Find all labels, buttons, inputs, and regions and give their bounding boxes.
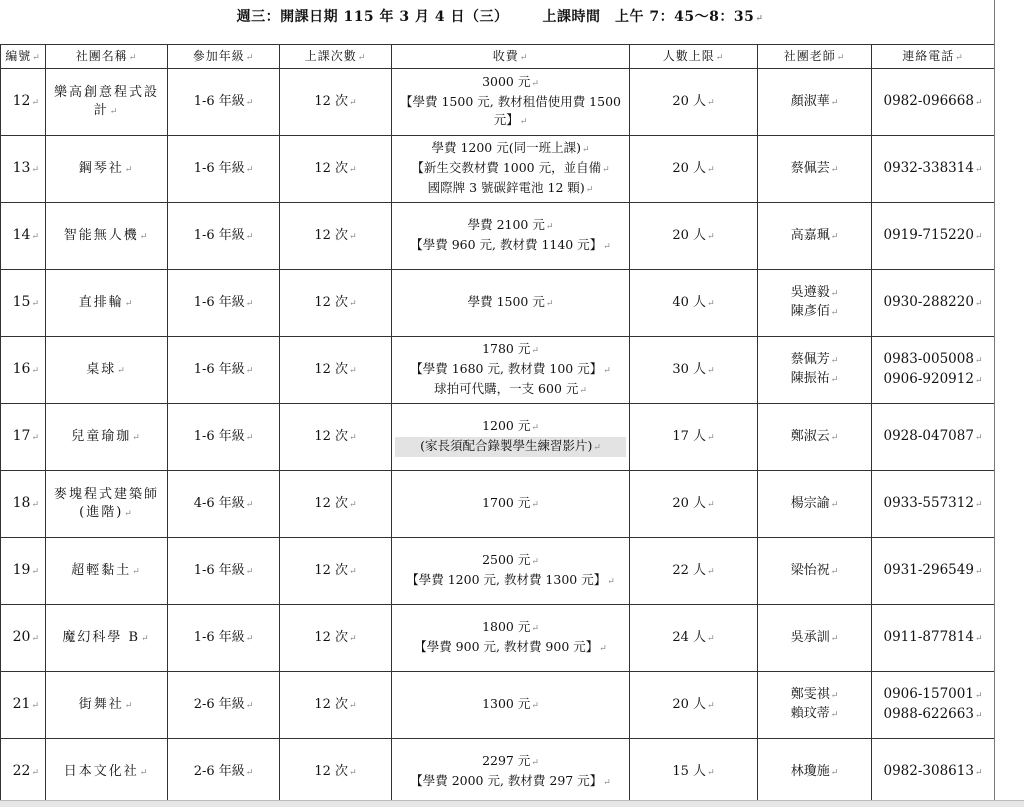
cell-teacher xyxy=(758,605,872,672)
teacher-name: 顏淑華 ↵ xyxy=(761,93,868,112)
grade-range: 2-6 年級 ↵ xyxy=(171,763,276,782)
row-number: 16 ↵ xyxy=(13,361,39,377)
cell-limit xyxy=(630,739,758,806)
fee-line: 2297 元 ↵ xyxy=(395,752,626,772)
capacity-limit: 17 人 ↵ xyxy=(633,428,754,447)
row-number: 13 ↵ xyxy=(13,160,39,176)
table-row xyxy=(1,69,995,136)
cell-teacher xyxy=(758,672,872,739)
capacity-limit: 20 人 ↵ xyxy=(633,160,754,179)
grade-range: 1-6 年級 ↵ xyxy=(171,562,276,581)
cell-times xyxy=(280,739,392,806)
cell-times xyxy=(280,203,392,270)
fee-line: 1780 元 ↵ xyxy=(395,340,626,360)
capacity-limit: 20 人 ↵ xyxy=(633,227,754,246)
teacher-name: 賴玟蒂 ↵ xyxy=(761,705,868,724)
cell-phone xyxy=(872,404,995,471)
teacher-name: 蔡佩芸 ↵ xyxy=(761,160,868,179)
cell-teacher xyxy=(758,203,872,270)
cell-times xyxy=(280,538,392,605)
cell-fee xyxy=(392,337,630,404)
teacher-name: 楊宗諭 ↵ xyxy=(761,495,868,514)
fee-line: 1800 元 ↵ xyxy=(395,618,626,638)
cell-phone xyxy=(872,337,995,404)
table-row xyxy=(1,337,995,404)
cell-club-name xyxy=(46,538,168,605)
cell-teacher xyxy=(758,337,872,404)
cell-fee xyxy=(392,471,630,538)
session-count: 12 次 ↵ xyxy=(283,93,388,112)
cell-fee xyxy=(392,203,630,270)
table-body xyxy=(1,69,995,806)
fee-line: 【學費 900 元, 教材費 900 元】 ↵ xyxy=(395,638,626,658)
cell-phone xyxy=(872,538,995,605)
cell-phone xyxy=(872,471,995,538)
session-count: 12 次 ↵ xyxy=(283,294,388,313)
phone-number: 0988-622663 ↵ xyxy=(875,705,991,725)
cell-phone xyxy=(872,69,995,136)
cell-fee xyxy=(392,605,630,672)
cell-phone xyxy=(872,739,995,806)
cell-teacher xyxy=(758,136,872,203)
cell-no xyxy=(1,136,46,203)
teacher-name: 高嘉珮 ↵ xyxy=(761,227,868,246)
row-number: 15 ↵ xyxy=(13,294,39,310)
title-time: 上課時間 上午 7：45～8：35 ↵ xyxy=(543,9,764,25)
cell-teacher xyxy=(758,471,872,538)
cell-teacher xyxy=(758,404,872,471)
cell-phone xyxy=(872,270,995,337)
cell-grade xyxy=(168,538,280,605)
cell-fee xyxy=(392,136,630,203)
club-name: 鋼琴社 ↵ xyxy=(49,160,164,179)
cell-fee xyxy=(392,404,630,471)
grade-range: 1-6 年級 ↵ xyxy=(171,361,276,380)
teacher-name: 鄭淑云 ↵ xyxy=(761,428,868,447)
teacher-name: 林瓊施 ↵ xyxy=(761,763,868,782)
cell-phone xyxy=(872,605,995,672)
cell-club-name xyxy=(46,270,168,337)
cell-grade xyxy=(168,69,280,136)
grade-range: 2-6 年級 ↵ xyxy=(171,696,276,715)
cell-no xyxy=(1,538,46,605)
table-row xyxy=(1,404,995,471)
teacher-name: 鄭雯祺 ↵ xyxy=(761,686,868,705)
capacity-limit: 30 人 ↵ xyxy=(633,361,754,380)
cell-club-name xyxy=(46,136,168,203)
session-count: 12 次 ↵ xyxy=(283,696,388,715)
phone-number: 0906-157001 ↵ xyxy=(875,685,991,705)
fee-line: (家長須配合錄製學生練習影片) ↵ xyxy=(395,437,626,457)
row-number: 14 ↵ xyxy=(13,227,39,243)
phone-number: 0932-338314 ↵ xyxy=(875,159,991,179)
row-number: 21 ↵ xyxy=(13,696,39,712)
cell-fee xyxy=(392,672,630,739)
cell-limit xyxy=(630,471,758,538)
fee-line: 【新生交教材費 1000 元，並自備 ↵ xyxy=(395,159,626,179)
club-name: 直排輪 ↵ xyxy=(49,294,164,313)
fee-line: 3000 元 ↵ xyxy=(395,73,626,93)
cell-club-name xyxy=(46,739,168,806)
club-name: 超輕黏土 ↵ xyxy=(49,562,164,581)
club-table xyxy=(0,44,995,806)
cell-fee xyxy=(392,270,630,337)
fee-line: 【學費 1500 元, 教材租借使用費 1500 元】 ↵ xyxy=(395,93,626,131)
phone-number: 0933-557312 ↵ xyxy=(875,494,991,514)
col-header-limit: 人數上限 ↵ xyxy=(630,45,758,69)
cell-no xyxy=(1,69,46,136)
teacher-name: 梁怡祝 ↵ xyxy=(761,562,868,581)
fee-line: 學費 1200 元(同一班上課) ↵ xyxy=(395,139,626,159)
cell-limit xyxy=(630,538,758,605)
row-number: 20 ↵ xyxy=(13,629,39,645)
row-number: 19 ↵ xyxy=(13,562,39,578)
table-row xyxy=(1,136,995,203)
horizontal-scrollbar[interactable] xyxy=(0,800,1024,807)
row-number: 22 ↵ xyxy=(13,763,39,779)
col-header-no: 編號 ↵ xyxy=(1,45,46,69)
cell-grade xyxy=(168,471,280,538)
fee-line: 國際牌 3 號碳鋅電池 12 顆) ↵ xyxy=(395,179,626,199)
header-row xyxy=(1,45,995,69)
cell-times xyxy=(280,404,392,471)
cell-times xyxy=(280,672,392,739)
cell-times xyxy=(280,136,392,203)
fee-line: 【學費 1680 元, 教材費 100 元】 ↵ xyxy=(395,360,626,380)
cell-grade xyxy=(168,605,280,672)
phone-number: 0919-715220 ↵ xyxy=(875,226,991,246)
cell-grade xyxy=(168,136,280,203)
cell-no xyxy=(1,605,46,672)
cell-times xyxy=(280,69,392,136)
cell-limit xyxy=(630,605,758,672)
club-name: 桌球 ↵ xyxy=(49,361,164,380)
fee-line: 【學費 1200 元, 教材費 1300 元】 ↵ xyxy=(395,571,626,591)
grade-range: 1-6 年級 ↵ xyxy=(171,93,276,112)
cell-no xyxy=(1,739,46,806)
capacity-limit: 22 人 ↵ xyxy=(633,562,754,581)
cell-no xyxy=(1,672,46,739)
cell-no xyxy=(1,270,46,337)
cell-grade xyxy=(168,672,280,739)
cell-teacher xyxy=(758,69,872,136)
cell-fee xyxy=(392,69,630,136)
teacher-name: 吳承訓 ↵ xyxy=(761,629,868,648)
club-name: 日本文化社 ↵ xyxy=(49,763,164,782)
table-row xyxy=(1,739,995,806)
cell-no xyxy=(1,404,46,471)
cell-club-name xyxy=(46,337,168,404)
phone-number: 0982-096668 ↵ xyxy=(875,92,991,112)
col-header-name: 社團名稱 ↵ xyxy=(46,45,168,69)
cell-limit xyxy=(630,337,758,404)
cell-grade xyxy=(168,337,280,404)
fee-line: 【學費 2000 元, 教材費 297 元】 ↵ xyxy=(395,772,626,792)
capacity-limit: 20 人 ↵ xyxy=(633,93,754,112)
phone-number: 0983-005008 ↵ xyxy=(875,350,991,370)
col-header-fee: 收費 ↵ xyxy=(392,45,630,69)
cell-fee xyxy=(392,538,630,605)
capacity-limit: 24 人 ↵ xyxy=(633,629,754,648)
table-row xyxy=(1,203,995,270)
fee-line: 1300 元 ↵ xyxy=(395,695,626,715)
capacity-limit: 20 人 ↵ xyxy=(633,696,754,715)
cell-phone xyxy=(872,672,995,739)
grade-range: 1-6 年級 ↵ xyxy=(171,629,276,648)
table-row xyxy=(1,672,995,739)
phone-number: 0982-308613 ↵ xyxy=(875,762,991,782)
club-name: 兒童瑜珈 ↵ xyxy=(49,428,164,447)
title-schedule: 週三：開課日期 115 年 3 月 4 日（三） xyxy=(236,9,509,25)
grade-range: 1-6 年級 ↵ xyxy=(171,227,276,246)
col-header-teacher: 社團老師 ↵ xyxy=(758,45,872,69)
cell-limit xyxy=(630,404,758,471)
cell-grade xyxy=(168,404,280,471)
phone-number: 0930-288220 ↵ xyxy=(875,293,991,313)
teacher-name: 蔡佩芳 ↵ xyxy=(761,351,868,370)
cell-teacher xyxy=(758,739,872,806)
fee-line: 【學費 960 元, 教材費 1140 元】 ↵ xyxy=(395,236,626,256)
page-margin-line xyxy=(994,0,995,807)
club-name: 麥塊程式建築師(進階) ↵ xyxy=(49,486,164,523)
table-row xyxy=(1,270,995,337)
cell-grade xyxy=(168,270,280,337)
phone-number: 0928-047087 ↵ xyxy=(875,427,991,447)
capacity-limit: 20 人 ↵ xyxy=(633,495,754,514)
cell-club-name xyxy=(46,404,168,471)
club-name: 樂高創意程式設計 ↵ xyxy=(49,84,164,121)
session-count: 12 次 ↵ xyxy=(283,495,388,514)
club-name: 街舞社 ↵ xyxy=(49,696,164,715)
grade-range: 4-6 年級 ↵ xyxy=(171,495,276,514)
cell-times xyxy=(280,471,392,538)
cell-grade xyxy=(168,739,280,806)
grade-range: 1-6 年級 ↵ xyxy=(171,160,276,179)
capacity-limit: 15 人 ↵ xyxy=(633,763,754,782)
teacher-name: 吳遵毅 ↵ xyxy=(761,284,868,303)
cell-times xyxy=(280,270,392,337)
fee-line: 2500 元 ↵ xyxy=(395,551,626,571)
session-count: 12 次 ↵ xyxy=(283,160,388,179)
fee-line: 球拍可代購，一支 600 元 ↵ xyxy=(395,380,626,400)
teacher-name: 陳振祐 ↵ xyxy=(761,370,868,389)
cell-club-name xyxy=(46,605,168,672)
session-count: 12 次 ↵ xyxy=(283,763,388,782)
session-count: 12 次 ↵ xyxy=(283,361,388,380)
page-title xyxy=(0,6,1000,26)
fee-line: 1200 元 ↵ xyxy=(395,417,626,437)
cell-limit xyxy=(630,672,758,739)
table-row xyxy=(1,538,995,605)
session-count: 12 次 ↵ xyxy=(283,428,388,447)
cell-fee xyxy=(392,739,630,806)
cell-teacher xyxy=(758,538,872,605)
session-count: 12 次 ↵ xyxy=(283,562,388,581)
cell-limit xyxy=(630,203,758,270)
table-row xyxy=(1,605,995,672)
cell-no xyxy=(1,337,46,404)
teacher-name: 陳彥佰 ↵ xyxy=(761,303,868,322)
cell-no xyxy=(1,471,46,538)
fee-line: 學費 1500 元 ↵ xyxy=(395,293,626,313)
col-header-times: 上課次數 ↵ xyxy=(280,45,392,69)
cell-limit xyxy=(630,136,758,203)
capacity-limit: 40 人 ↵ xyxy=(633,294,754,313)
cell-times xyxy=(280,337,392,404)
cell-club-name xyxy=(46,672,168,739)
cell-no xyxy=(1,203,46,270)
cell-club-name xyxy=(46,471,168,538)
cell-times xyxy=(280,605,392,672)
cell-teacher xyxy=(758,270,872,337)
session-count: 12 次 ↵ xyxy=(283,227,388,246)
cell-phone xyxy=(872,203,995,270)
cell-grade xyxy=(168,203,280,270)
col-header-grade: 參加年級 ↵ xyxy=(168,45,280,69)
grade-range: 1-6 年級 ↵ xyxy=(171,428,276,447)
club-name: 智能無人機 ↵ xyxy=(49,227,164,246)
col-header-phone: 連絡電話 ↵ xyxy=(872,45,995,69)
club-name: 魔幻科學 B ↵ xyxy=(49,629,164,648)
row-number: 12 ↵ xyxy=(13,93,39,109)
phone-number: 0931-296549 ↵ xyxy=(875,561,991,581)
cell-club-name xyxy=(46,203,168,270)
grade-range: 1-6 年級 ↵ xyxy=(171,294,276,313)
cell-phone xyxy=(872,136,995,203)
table-header xyxy=(1,45,995,69)
session-count: 12 次 ↵ xyxy=(283,629,388,648)
cell-limit xyxy=(630,270,758,337)
phone-number: 0906-920912 ↵ xyxy=(875,370,991,390)
row-number: 18 ↵ xyxy=(13,495,39,511)
cell-limit xyxy=(630,69,758,136)
row-number: 17 ↵ xyxy=(13,428,39,444)
table-row xyxy=(1,471,995,538)
cell-club-name xyxy=(46,69,168,136)
fee-line: 學費 2100 元 ↵ xyxy=(395,216,626,236)
fee-line: 1700 元 ↵ xyxy=(395,494,626,514)
phone-number: 0911-877814 ↵ xyxy=(875,628,991,648)
